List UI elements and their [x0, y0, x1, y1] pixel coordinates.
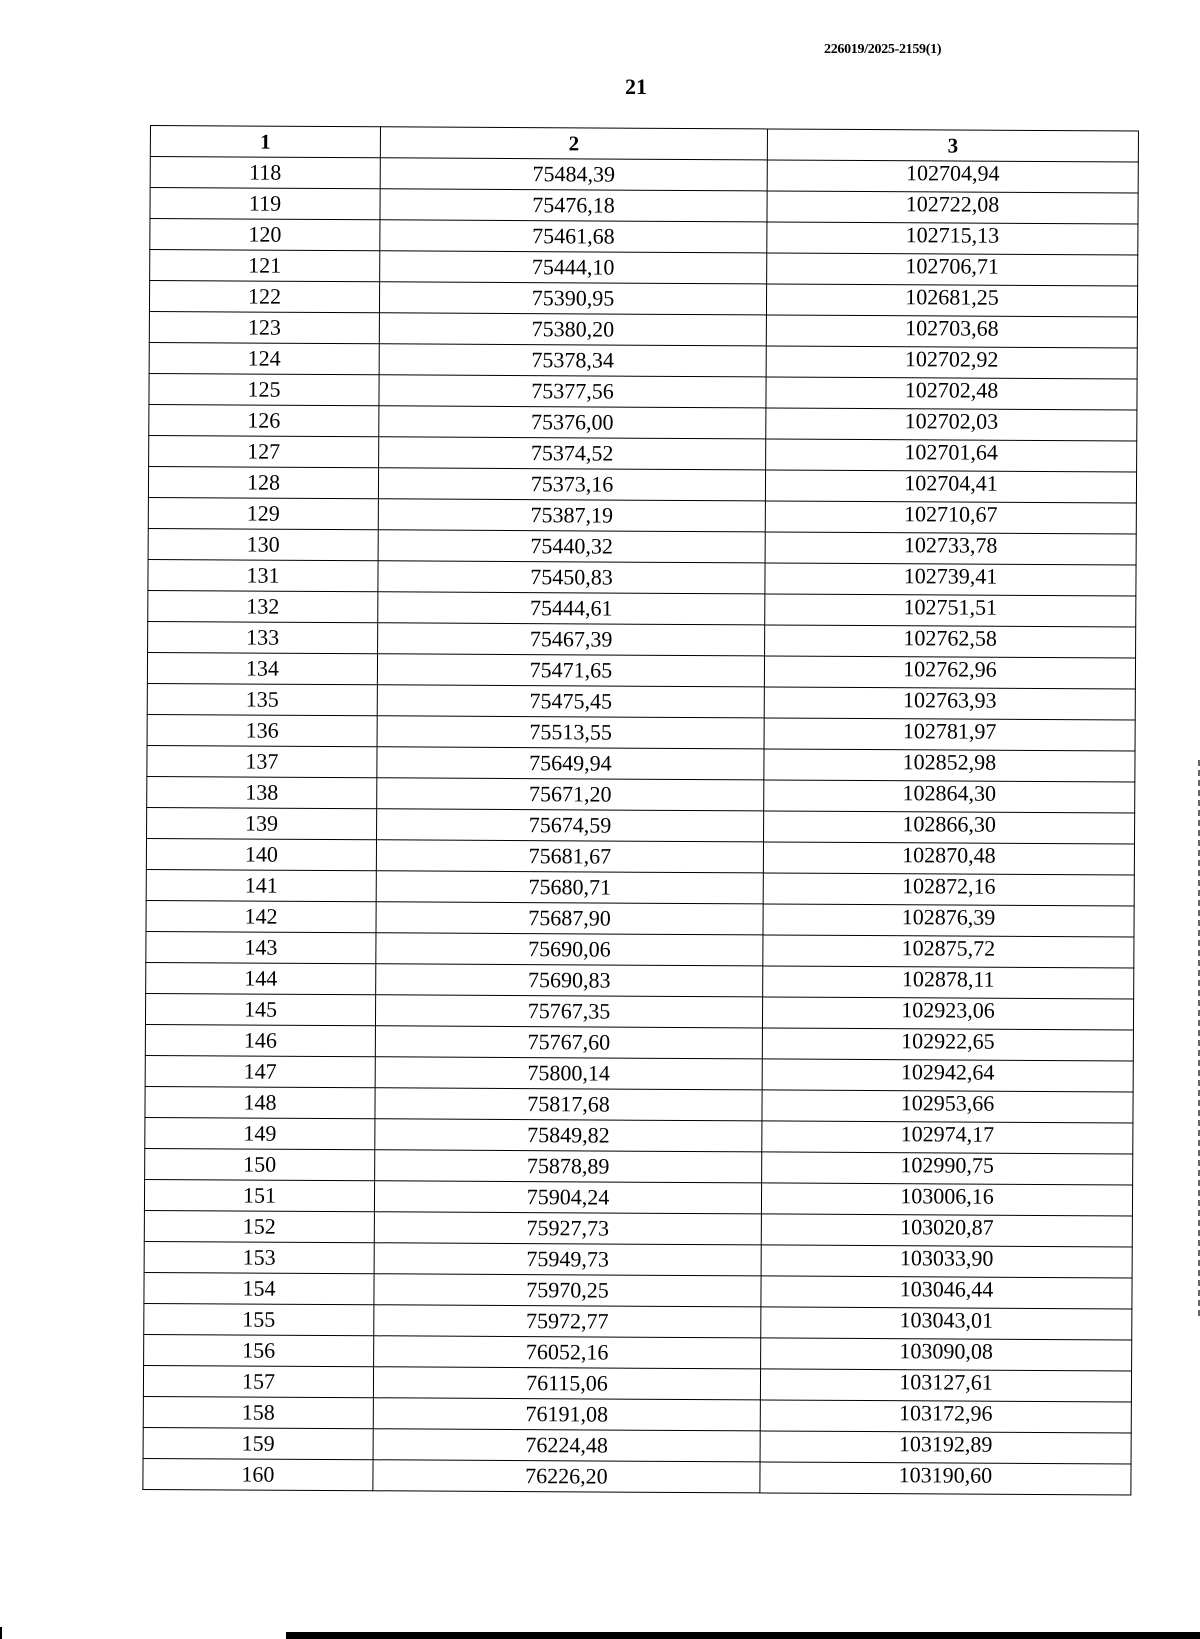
table-cell-col2: 75378,34 — [379, 344, 766, 377]
table-cell-col2: 75687,90 — [376, 902, 763, 935]
table-cell-col2: 75374,52 — [379, 437, 766, 470]
table-cell-col2: 75949,73 — [374, 1243, 761, 1276]
table-cell-col2: 76226,20 — [373, 1460, 760, 1493]
table-cell-col3: 102852,98 — [764, 749, 1135, 782]
table-cell-col2: 75475,45 — [377, 685, 764, 718]
table-cell-col1: 123 — [149, 311, 379, 343]
table-cell-col1: 157 — [143, 1365, 373, 1397]
table-cell-col1: 134 — [147, 652, 377, 684]
table-cell-col1: 158 — [143, 1396, 373, 1428]
table-cell-col1: 120 — [150, 219, 380, 251]
table-cell-col3: 102702,03 — [766, 408, 1137, 441]
table-cell-col3: 102942,64 — [762, 1059, 1133, 1092]
table-cell-col3: 102878,11 — [763, 966, 1134, 999]
table-cell-col1: 133 — [148, 621, 378, 653]
bottom-rule — [286, 1632, 1200, 1639]
table-cell-col2: 75390,95 — [379, 282, 766, 315]
coordinates-table — [142, 125, 1139, 1496]
table-cell-col1: 139 — [147, 807, 377, 839]
table-cell-col2: 75849,82 — [375, 1119, 762, 1152]
table-cell-col3: 102739,41 — [765, 563, 1136, 596]
table-cell-col2: 75377,56 — [379, 375, 766, 408]
column-header-3: 3 — [767, 129, 1138, 162]
table-cell-col1: 121 — [150, 250, 380, 282]
table-cell-col2: 75380,20 — [379, 313, 766, 346]
table-cell-col3: 102990,75 — [762, 1152, 1133, 1185]
table-cell-col3: 102681,25 — [766, 284, 1137, 317]
table-cell-col3: 103020,87 — [761, 1214, 1132, 1247]
table-cell-col2: 75444,61 — [378, 592, 765, 625]
table-cell-col3: 102702,48 — [766, 377, 1137, 410]
table-cell-col2: 75373,16 — [378, 468, 765, 501]
table-cell-col3: 102751,51 — [765, 594, 1136, 627]
table-cell-col2: 75471,65 — [377, 654, 764, 687]
table-cell-col2: 75681,67 — [376, 840, 763, 873]
table-cell-col3: 102763,93 — [764, 687, 1135, 720]
table-cell-col1: 153 — [144, 1241, 374, 1273]
table-cell-col3: 102706,71 — [767, 253, 1138, 286]
table-cell-col2: 76224,48 — [373, 1429, 760, 1462]
table-cell-col2: 76191,08 — [373, 1398, 760, 1431]
table-cell-col1: 154 — [144, 1272, 374, 1304]
table-cell-col3: 102710,67 — [765, 501, 1136, 534]
table-cell-col1: 146 — [145, 1024, 375, 1056]
table-cell-col3: 103006,16 — [761, 1183, 1132, 1216]
table-cell-col1: 132 — [148, 590, 378, 622]
table-cell-col1: 152 — [144, 1210, 374, 1242]
table-cell-col2: 75767,60 — [375, 1026, 762, 1059]
table-cell-col2: 75649,94 — [377, 747, 764, 780]
table-cell-col1: 148 — [145, 1086, 375, 1118]
table-cell-col3: 103046,44 — [761, 1276, 1132, 1309]
table-cell-col2: 75461,68 — [380, 220, 767, 253]
table-cell-col3: 102876,39 — [763, 904, 1134, 937]
table-cell-col3: 102702,92 — [766, 346, 1137, 379]
table-cell-col1: 136 — [147, 714, 377, 746]
table-cell-col3: 102704,94 — [767, 160, 1138, 193]
table-cell-col1: 147 — [145, 1055, 375, 1087]
table-cell-col1: 129 — [148, 497, 378, 529]
table-cell-col1: 119 — [150, 188, 380, 220]
table-row — [143, 1458, 1131, 1495]
table-cell-col3: 103127,61 — [760, 1369, 1131, 1402]
table-cell-col1: 149 — [145, 1117, 375, 1149]
table-cell-col2: 75970,25 — [374, 1274, 761, 1307]
table-cell-col2: 75817,68 — [375, 1088, 762, 1121]
table-cell-col1: 137 — [147, 745, 377, 777]
table-cell-col3: 102953,66 — [762, 1090, 1133, 1123]
column-header-2: 2 — [380, 127, 767, 160]
table-cell-col2: 75513,55 — [377, 716, 764, 749]
table-cell-col1: 125 — [149, 373, 379, 405]
table-cell-col3: 102733,78 — [765, 532, 1136, 565]
table-cell-col3: 102703,68 — [766, 315, 1137, 348]
table-cell-col1: 140 — [146, 838, 376, 870]
table-cell-col2: 75767,35 — [375, 995, 762, 1028]
table-cell-col1: 135 — [147, 683, 377, 715]
table-cell-col3: 102922,65 — [762, 1028, 1133, 1061]
document-number: 226019/2025-2159(1) — [824, 42, 942, 57]
table-cell-col3: 102762,58 — [765, 625, 1136, 658]
table-cell-col2: 75376,00 — [379, 406, 766, 439]
table-cell-col1: 127 — [149, 435, 379, 467]
table-cell-col2: 75878,89 — [375, 1150, 762, 1183]
table-cell-col2: 75800,14 — [375, 1057, 762, 1090]
table-cell-col1: 151 — [144, 1179, 374, 1211]
table-cell-col3: 103192,89 — [760, 1431, 1131, 1464]
table-cell-col3: 103172,96 — [760, 1400, 1131, 1433]
table-cell-col1: 141 — [146, 869, 376, 901]
table-cell-col1: 159 — [143, 1427, 373, 1459]
table-cell-col2: 75387,19 — [378, 499, 765, 532]
table-cell-col1: 142 — [146, 900, 376, 932]
table-cell-col2: 75972,77 — [374, 1305, 761, 1338]
column-header-1: 1 — [150, 126, 380, 158]
table-cell-col1: 118 — [150, 157, 380, 189]
table-cell-col2: 75690,06 — [376, 933, 763, 966]
table-body — [143, 157, 1138, 1495]
table-cell-col3: 102704,41 — [765, 470, 1136, 503]
table-cell-col3: 103190,60 — [760, 1462, 1131, 1495]
table-cell-col3: 102875,72 — [763, 935, 1134, 968]
table-cell-col1: 144 — [146, 962, 376, 994]
table-cell-col2: 75467,39 — [378, 623, 765, 656]
table-cell-col1: 130 — [148, 528, 378, 560]
table-cell-col1: 143 — [146, 931, 376, 963]
table-cell-col1: 160 — [143, 1458, 373, 1490]
table-cell-col1: 150 — [145, 1148, 375, 1180]
table-cell-col3: 102870,48 — [763, 842, 1134, 875]
table-cell-col1: 155 — [144, 1303, 374, 1335]
table-cell-col2: 76052,16 — [374, 1336, 761, 1369]
table-cell-col2: 76115,06 — [373, 1367, 760, 1400]
table-cell-col3: 103033,90 — [761, 1245, 1132, 1278]
table-cell-col1: 122 — [149, 281, 379, 313]
table-cell-col3: 103043,01 — [761, 1307, 1132, 1340]
table-cell-col2: 75674,59 — [377, 809, 764, 842]
table-cell-col2: 75690,83 — [376, 964, 763, 997]
table-cell-col1: 126 — [149, 404, 379, 436]
table-cell-col3: 102866,30 — [764, 811, 1135, 844]
table-cell-col1: 145 — [145, 993, 375, 1025]
scan-edge-mark — [0, 1627, 2, 1639]
table-cell-col3: 102722,08 — [767, 191, 1138, 224]
table-cell-col1: 124 — [149, 342, 379, 374]
table-cell-col3: 102701,64 — [766, 439, 1137, 472]
table-cell-col2: 75484,39 — [380, 158, 767, 191]
table-cell-col2: 75450,83 — [378, 561, 765, 594]
page-number: 21 — [625, 74, 647, 99]
table-cell-col2: 75680,71 — [376, 871, 763, 904]
table-cell-col1: 156 — [144, 1334, 374, 1366]
table-cell-col3: 102762,96 — [764, 656, 1135, 689]
table-cell-col3: 102864,30 — [764, 780, 1135, 813]
table-cell-col3: 102781,97 — [764, 718, 1135, 751]
table-cell-col3: 102974,17 — [762, 1121, 1133, 1154]
table-cell-col2: 75671,20 — [377, 778, 764, 811]
table-cell-col1: 128 — [148, 466, 378, 498]
table-cell-col2: 75476,18 — [380, 189, 767, 222]
table-cell-col3: 102715,13 — [767, 222, 1138, 255]
table-cell-col2: 75440,32 — [378, 530, 765, 563]
table-cell-col3: 102923,06 — [762, 997, 1133, 1030]
table-cell-col3: 103090,08 — [761, 1338, 1132, 1371]
table-cell-col3: 102872,16 — [763, 873, 1134, 906]
table-cell-col2: 75927,73 — [374, 1212, 761, 1245]
table-cell-col2: 75904,24 — [374, 1181, 761, 1214]
table-cell-col2: 75444,10 — [380, 251, 767, 284]
table-cell-col1: 138 — [147, 776, 377, 808]
table-cell-col1: 131 — [148, 559, 378, 591]
